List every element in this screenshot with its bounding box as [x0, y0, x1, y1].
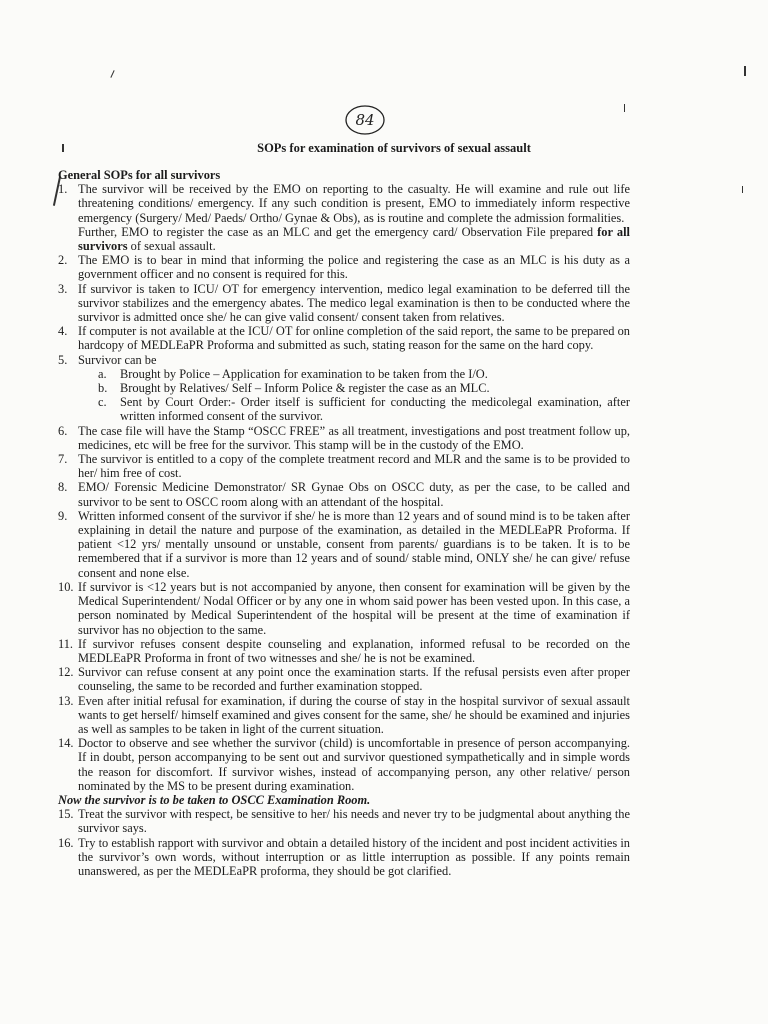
scan-mark	[742, 186, 743, 193]
list-item: 13. Even after initial refusal for examination, if during the course of stay in the hospital survivor of sexual assault wants to get herself/ himself examined and gives consent for the same, she/ he should be examined and injuries as well as samples to be taken in light of the current situation.	[58, 693, 630, 736]
scan-mark	[744, 66, 746, 76]
sub-heading: Now the survivor is to be taken to OSCC Examination Room.	[58, 792, 371, 807]
section-heading: General SOPs for all survivors	[58, 168, 221, 182]
list-item: 5. Survivor can be	[58, 352, 157, 367]
scan-mark	[624, 104, 625, 112]
list-item: 9. Written informed consent of the survivor if she/ he is more than 12 years and of sound mind is to be taken after explaining in detail the nature and purpose of the examination, as detailed in the MEDLEaPR Proforma. If patient <12 yrs/ mentally unsound or unstable, consent from parents/ guardians is to be taken. It is to be remembered that if a survivor is more than 12 years and of sound/ stable mind, ONLY she/ he can give/ refuse consent and none else.	[58, 508, 630, 580]
list-item: 12. Survivor can refuse consent at any point once the examination starts. If the refusal persists even after proper counseling, the same to be recorded and further examination stopped.	[58, 665, 630, 694]
scan-mark	[110, 70, 114, 78]
list-item: 4. If computer is not available at the ICU/ OT for online completion of the said report, the same to be prepared on hardcopy of MEDLEaPR Proforma and submitted as such, stating reason for the same on the hard copy.	[58, 324, 630, 353]
document-title: SOPs for examination of survivors of sexual assault	[257, 141, 531, 155]
sub-list-item: a. Brought by Police – Application for examination to be taken from the I/O.	[98, 366, 488, 381]
list-item-continuation: Further, EMO to register the case as an MLC and get the emergency card/ Observation File prepared for all survivors of sexual assault.	[78, 224, 630, 254]
list-item: 3. If survivor is taken to ICU/ OT for emergency intervention, medico legal examination to be deferred till the survivor stabilizes and the emergency abates. The medico legal examination is then to be conducted where the survivor is admitted once she/ he can give valid consent/ consent taken from relatives.	[58, 281, 630, 325]
handwritten-page-number	[340, 100, 390, 140]
list-item: 1. The survivor will be received by the EMO on reporting to the casualty. He will examine and rule out life threatening conditions/ emergency. If any such condition is present, EMO to immediately inform respective emergency (Surgery/ Med/ Paeds/ Ortho/ Gynae & Obs), as is routine and complete the admission formalities.	[58, 182, 630, 225]
list-item: 6. The case file will have the Stamp “OSCC FREE” as all treatment, investigations and post treatment follow up, medicines, etc will be free for the survivor. This stamp will be in the custody of the EMO.	[58, 423, 630, 452]
list-item: 7. The survivor is entitled to a copy of the complete treatment record and MLR and the same is to be provided to her/ him free of cost.	[58, 452, 630, 481]
list-item: 14. Doctor to observe and see whether the survivor (child) is uncomfortable in presence of person accompanying. If in doubt, person accompanying to be sent out and survivor questioned sympathetically and in simple words the reason for discomfort. If survivor wishes, instead of accompanying person, any other relative/ person nominated by the MS to be present during examination.	[58, 736, 630, 793]
svg-text:84: 84	[355, 111, 375, 129]
document-body	[58, 168, 630, 878]
list-item: 11. If survivor refuses consent despite counseling and explanation, informed refusal to be recorded on the MEDLEaPR Proforma in front of two witnesses and she/ he is not be examined.	[58, 636, 630, 665]
sub-list-item: b. Brought by Relatives/ Self – Inform Police & register the case as an MLC.	[98, 381, 490, 396]
list-item: 15. Treat the survivor with respect, be sensitive to her/ his needs and never try to be judgmental about anything the survivor says.	[58, 807, 630, 836]
page-number-circle-icon	[340, 100, 390, 140]
list-item: 16. Try to establish rapport with survivor and obtain a detailed history of the incident and post incident activities in the survivor’s own words, without interruption or as little interruption as possible. If any points remain unanswered, as per the MEDLEaPR proforma, they should be got clarified.	[58, 835, 630, 878]
list-item: 8. EMO/ Forensic Medicine Demonstrator/ SR Gynae Obs on OSCC duty, as per the case, to be called and survivor to be sent to OSCC room along with an attendant of the hospital.	[58, 480, 630, 509]
list-item: 10. If survivor is <12 years but is not accompanied by anyone, then consent for examination will be given by the Medical Superintendent/ Nodal Officer or by any one in whom said power has been vested upon. In this case, a person nominated by Medical Superintendent of the hospital will be present at the time of examination if survivor has no objection to the same.	[58, 579, 630, 637]
list-item: 2. The EMO is to bear in mind that informing the police and registering the case as an MLC is his duty as a government officer and no consent is required for this.	[58, 253, 630, 282]
sub-list-item: c. Sent by Court Order:- Order itself is sufficient for conducting the medicolegal examination, after written informed consent of the survivor.	[98, 395, 630, 424]
